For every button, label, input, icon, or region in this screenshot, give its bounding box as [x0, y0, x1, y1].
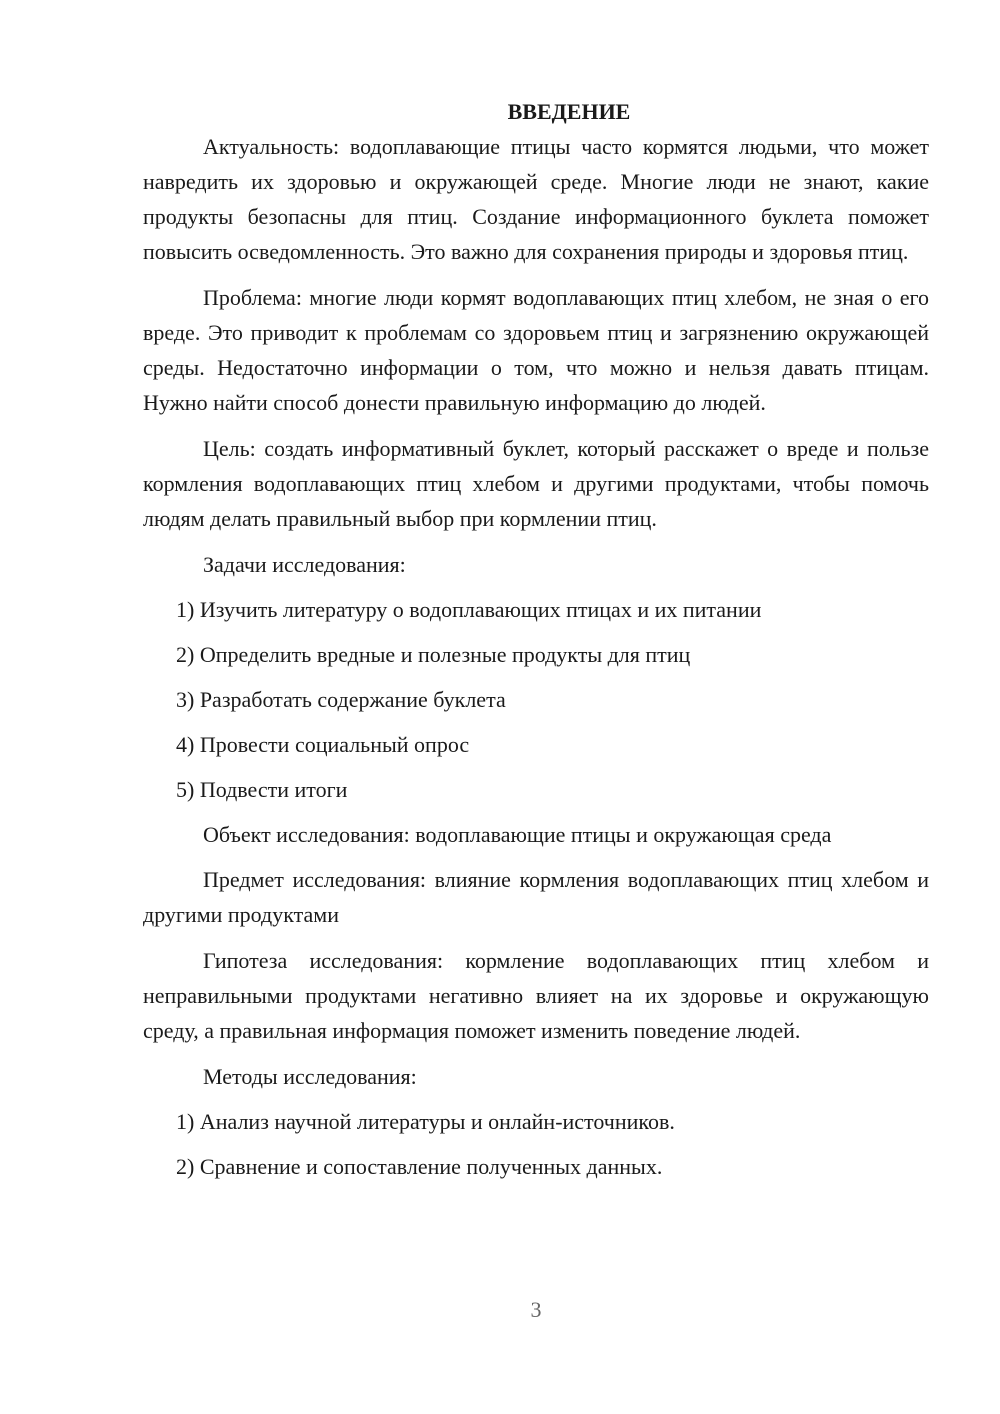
tasks-heading: Задачи исследования:	[203, 552, 406, 577]
section-title: ВВЕДЕНИЕ	[507, 99, 631, 124]
method-item-2: 2) Сравнение и сопоставление полученных данных.	[176, 1154, 663, 1179]
task-item-5: 5) Подвести итоги	[176, 777, 348, 802]
task-item-1: 1) Изучить литературу о водоплавающих птицах и их питании	[176, 597, 762, 622]
problem-paragraph: Проблема: многие люди кормят водоплавающих птиц хлебом, не зная о его вреде. Это приводит к проблемам со здоровьем птиц и загрязнению окружающей среды. Недостаточно информации о том, что можно и нельзя давать птицам. Нужно найти способ донести правильную информацию до людей.	[143, 285, 929, 415]
methods-heading: Методы исследования:	[203, 1064, 417, 1089]
object-paragraph: Объект исследования: водоплавающие птицы и окружающая среда	[203, 822, 832, 847]
task-item-4: 4) Провести социальный опрос	[176, 732, 470, 757]
hypothesis-paragraph: Гипотеза исследования: кормление водоплавающих птиц хлебом и неправильными продуктами негативно влияет на их здоровье и окружающую среду, а правильная информация поможет изменить поведение людей.	[143, 948, 929, 1043]
relevance-paragraph: Актуальность: водоплавающие птицы часто кормятся людьми, что может навредить их здоровью и окружающей среде. Многие люди не знают, какие продукты безопасны для птиц. Создание информационного буклета поможет повысить осведомленность. Это важно для сохранения природы и здоровья птиц.	[143, 134, 929, 264]
task-item-2: 2) Определить вредные и полезные продукты для птиц	[176, 642, 691, 667]
subject-paragraph: Предмет исследования: влияние кормления водоплавающих птиц хлебом и другими продуктами	[143, 867, 929, 927]
page-number: 3	[530, 1297, 542, 1322]
method-item-1: 1) Анализ научной литературы и онлайн-источников.	[176, 1109, 675, 1134]
task-item-3: 3) Разработать содержание буклета	[176, 687, 506, 712]
goal-paragraph: Цель: создать информативный буклет, который расскажет о вреде и пользе кормления водоплавающих птиц хлебом и другими продуктами, чтобы помочь людям делать правильный выбор при кормлении птиц.	[143, 436, 929, 531]
document-page	[143, 94, 929, 1184]
